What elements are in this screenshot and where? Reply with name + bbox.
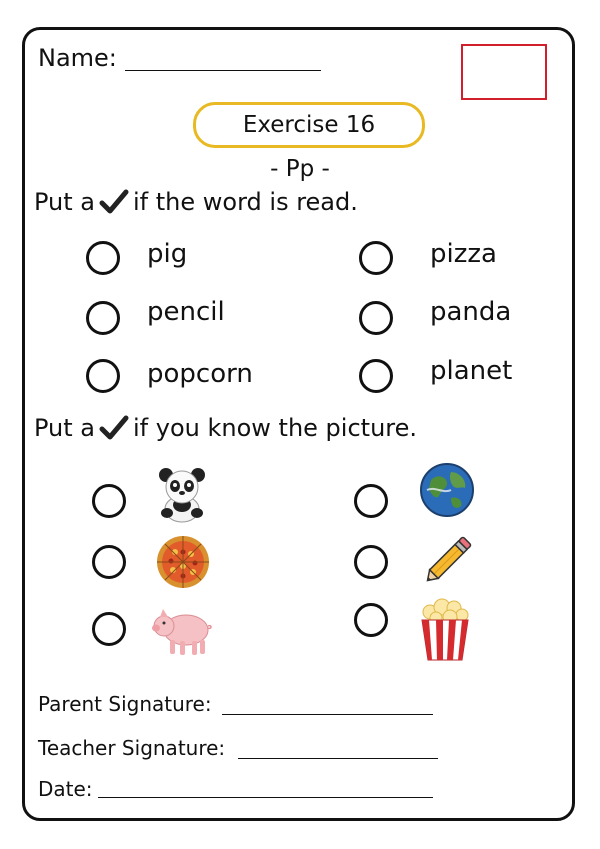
letter-subtitle: - Pp - <box>270 156 330 182</box>
panda-icon <box>152 463 212 523</box>
word-pig: pig <box>147 239 188 269</box>
word-planet: planet <box>430 356 513 386</box>
checkbox-popcorn-picture[interactable] <box>354 603 388 637</box>
popcorn-icon <box>416 598 474 662</box>
checkbox-panda-picture[interactable] <box>92 484 126 518</box>
teacher-signature-field[interactable] <box>238 758 438 759</box>
checkbox-planet-picture[interactable] <box>354 484 388 518</box>
checkbox-panda[interactable] <box>359 301 393 335</box>
word-pencil: pencil <box>147 297 225 327</box>
date-label: Date: <box>38 777 93 801</box>
word-panda: panda <box>430 297 512 327</box>
instruction-picture-after: if you know the picture. <box>133 414 418 442</box>
teacher-signature-label: Teacher Signature: <box>38 736 226 760</box>
checkbox-popcorn[interactable] <box>86 359 120 393</box>
checkbox-pencil-picture[interactable] <box>354 545 388 579</box>
pig-icon <box>150 600 214 660</box>
date-field[interactable] <box>98 797 433 798</box>
pencil-icon <box>418 530 478 590</box>
checkbox-pig-picture[interactable] <box>92 612 126 646</box>
planet-earth-icon <box>417 460 477 520</box>
checkbox-pizza-picture[interactable] <box>92 545 126 579</box>
parent-signature-field[interactable] <box>222 714 433 715</box>
score-box <box>461 44 547 100</box>
exercise-title <box>193 102 425 148</box>
checkbox-pig[interactable] <box>86 241 120 275</box>
parent-signature-label: Parent Signature: <box>38 692 212 716</box>
instruction-read <box>34 188 358 216</box>
instruction-picture-before: Put a <box>34 414 96 442</box>
word-pizza: pizza <box>430 239 497 269</box>
instruction-read-after: if the word is read. <box>133 188 358 216</box>
pizza-icon <box>153 532 213 592</box>
name-field[interactable] <box>125 70 321 71</box>
word-popcorn: popcorn <box>147 359 253 389</box>
instruction-read-before: Put a <box>34 188 96 216</box>
checkbox-pencil[interactable] <box>86 301 120 335</box>
checkbox-pizza[interactable] <box>359 241 393 275</box>
exercise-title-text: Exercise 16 <box>242 112 376 138</box>
name-label: Name: <box>38 44 117 72</box>
instruction-picture <box>34 414 417 442</box>
checkmark-icon <box>99 415 129 441</box>
checkmark-icon <box>99 189 129 215</box>
checkbox-planet[interactable] <box>359 359 393 393</box>
